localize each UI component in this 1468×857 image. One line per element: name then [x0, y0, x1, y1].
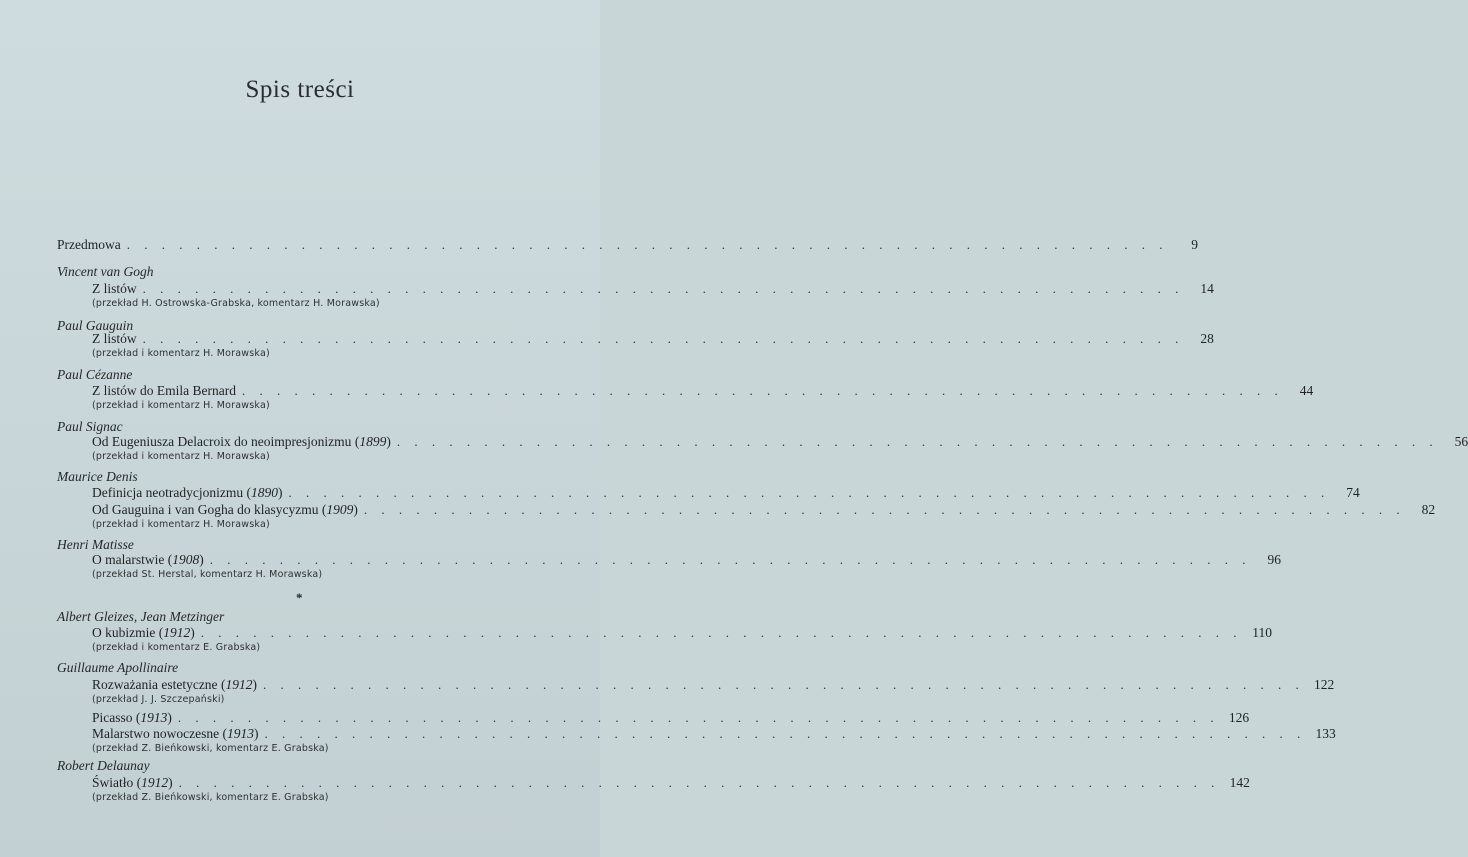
translation-note: (przekład Z. Bieńkowski, komentarz E. Grabska)	[92, 792, 329, 803]
author-name: Vincent van Gogh	[57, 264, 154, 279]
entry-page: 74	[1346, 485, 1360, 500]
leader-dots: . . . . . . . . . . . . . . . . . . . . . . . . . . . . . . . . . . . . . . . . . . . . . . . . . . . . . . . . . . . .	[142, 281, 1184, 296]
translation-note: (przekład i komentarz H. Morawska)	[92, 348, 270, 359]
author-name: Guillaume Apollinaire	[57, 660, 179, 675]
page-title: Spis treści	[245, 76, 355, 103]
entry-year: 1899	[359, 434, 387, 449]
entry-year: 1912	[141, 775, 169, 790]
entry-year: 1912	[163, 625, 191, 640]
entry-page: 14	[1200, 281, 1214, 296]
entry-page: 28	[1200, 331, 1214, 346]
leader-dots: . . . . . . . . . . . . . . . . . . . . . . . . . . . . . . . . . . . . . . . . . . . . . . . . . . . . . . . . . . . .	[241, 383, 1284, 398]
entry-page: 126	[1228, 710, 1250, 725]
translation-note: (przekład H. Ostrowska-Grabska, komentarz H. Morawska)	[92, 298, 380, 309]
leader-dots: . . . . . . . . . . . . . . . . . . . . . . . . . . . . . . . . . . . . . . . . . . . . . . . . . . . . . . . . . . . .	[363, 502, 1406, 517]
entry-year: 1913	[140, 710, 168, 725]
toc-entry-preface	[57, 237, 1198, 253]
entry-page: 82	[1421, 502, 1436, 517]
toc-entry	[92, 677, 1335, 693]
entry-title: O kubizmie (1912)	[92, 625, 195, 640]
entry-title: Rozważania estetyczne (1912)	[92, 677, 257, 692]
author-name: Paul Cézanne	[57, 367, 133, 382]
translation-note: (przekład i komentarz H. Morawska)	[92, 451, 270, 462]
entry-title: Z listów	[92, 331, 137, 346]
translation-note: (przekład i komentarz H. Morawska)	[92, 519, 270, 530]
toc-entry	[92, 331, 1214, 347]
entry-year: 1908	[172, 552, 200, 567]
author-name: Robert Delaunay	[57, 758, 150, 773]
translation-note: (przekład i komentarz H. Morawska)	[92, 400, 270, 411]
entry-year: 1912	[225, 677, 253, 692]
entry-page: 122	[1313, 677, 1335, 692]
toc-entry	[92, 383, 1314, 399]
leader-dots: . . . . . . . . . . . . . . . . . . . . . . . . . . . . . . . . . . . . . . . . . . . . . . . . . . . . . . . . . . . .	[262, 677, 1305, 692]
toc-entry	[92, 625, 1272, 641]
toc-entry	[92, 710, 1250, 726]
author-name: Henri Matisse	[57, 537, 134, 552]
entry-title: Światło (1912)	[92, 775, 173, 790]
entry-title: Picasso (1913)	[92, 710, 172, 725]
author-name: Paul Signac	[57, 419, 123, 434]
entry-title: Z listów	[92, 281, 137, 296]
toc-entry	[92, 726, 1336, 742]
toc-entry	[92, 502, 1436, 518]
entry-title: Definicja neotradycjonizmu (1890)	[92, 485, 283, 500]
toc-entry	[92, 775, 1250, 791]
leader-dots: . . . . . . . . . . . . . . . . . . . . . . . . . . . . . . . . . . . . . . . . . . . . . . . . . . . . . . . . . . . .	[288, 485, 1330, 500]
entry-title: Przedmowa	[57, 237, 121, 252]
translation-note: (przekład i komentarz E. Grabska)	[92, 642, 261, 653]
author-name: Albert Gleizes, Jean Metzinger	[57, 609, 225, 624]
leader-dots: . . . . . . . . . . . . . . . . . . . . . . . . . . . . . . . . . . . . . . . . . . . . . . . . . . . . . . . . . . . .	[200, 625, 1242, 640]
entry-page: 96	[1267, 552, 1281, 567]
leader-dots: . . . . . . . . . . . . . . . . . . . . . . . . . . . . . . . . . . . . . . . . . . . . . . . . . . . . . . . . . . . .	[126, 237, 1168, 252]
entry-page: 44	[1299, 383, 1314, 398]
entry-page: 142	[1229, 775, 1250, 790]
entry-year: 1909	[326, 502, 354, 517]
translation-note: (przekład St. Herstal, komentarz H. Morawska)	[92, 569, 323, 580]
toc-entry	[92, 552, 1281, 568]
entry-year: 1890	[250, 485, 278, 500]
translation-note: (przekład Z. Bieńkowski, komentarz E. Grabska)	[92, 743, 329, 754]
leader-dots: . . . . . . . . . . . . . . . . . . . . . . . . . . . . . . . . . . . . . . . . . . . . . . . . . . . . . . . . . . . .	[177, 710, 1220, 725]
entry-title: O malarstwie (1908)	[92, 552, 204, 567]
leader-dots: . . . . . . . . . . . . . . . . . . . . . . . . . . . . . . . . . . . . . . . . . . . . . . . . . . . . . . . . . . . .	[264, 726, 1306, 741]
leader-dots: . . . . . . . . . . . . . . . . . . . . . . . . . . . . . . . . . . . . . . . . . . . . . . . . . . . . . . . . . . . .	[396, 434, 1439, 449]
author-name: Maurice Denis	[57, 469, 138, 484]
leader-dots: . . . . . . . . . . . . . . . . . . . . . . . . . . . . . . . . . . . . . . . . . . . . . . . . . . . . . . . . . . . .	[142, 331, 1184, 346]
entry-title: Z listów do Emila Bernard	[92, 383, 236, 398]
entry-page: 9	[1191, 237, 1198, 252]
entry-page: 56	[1454, 434, 1468, 449]
entry-title: Malarstwo nowoczesne (1913)	[92, 726, 259, 741]
section-separator: *	[296, 590, 303, 605]
entry-title: Od Gauguina i van Gogha do klasycyzmu (1909)	[92, 502, 358, 517]
entry-title: Od Eugeniusza Delacroix do neoimpresjonizmu (1899)	[92, 434, 391, 449]
translation-note: (przekład J. J. Szczepański)	[92, 694, 225, 705]
toc-entry	[92, 281, 1214, 297]
entry-page: 133	[1315, 726, 1336, 741]
entry-page: 110	[1252, 625, 1272, 640]
leader-dots: . . . . . . . . . . . . . . . . . . . . . . . . . . . . . . . . . . . . . . . . . . . . . . . . . . . . . . . . . . . .	[209, 552, 1251, 567]
toc-entry	[92, 434, 1468, 450]
leader-dots: . . . . . . . . . . . . . . . . . . . . . . . . . . . . . . . . . . . . . . . . . . . . . . . . . . . . . . . . . . . .	[178, 775, 1220, 790]
entry-year: 1913	[226, 726, 254, 741]
author-name: Paul Gauguin	[57, 318, 134, 333]
toc-entry	[92, 485, 1360, 501]
